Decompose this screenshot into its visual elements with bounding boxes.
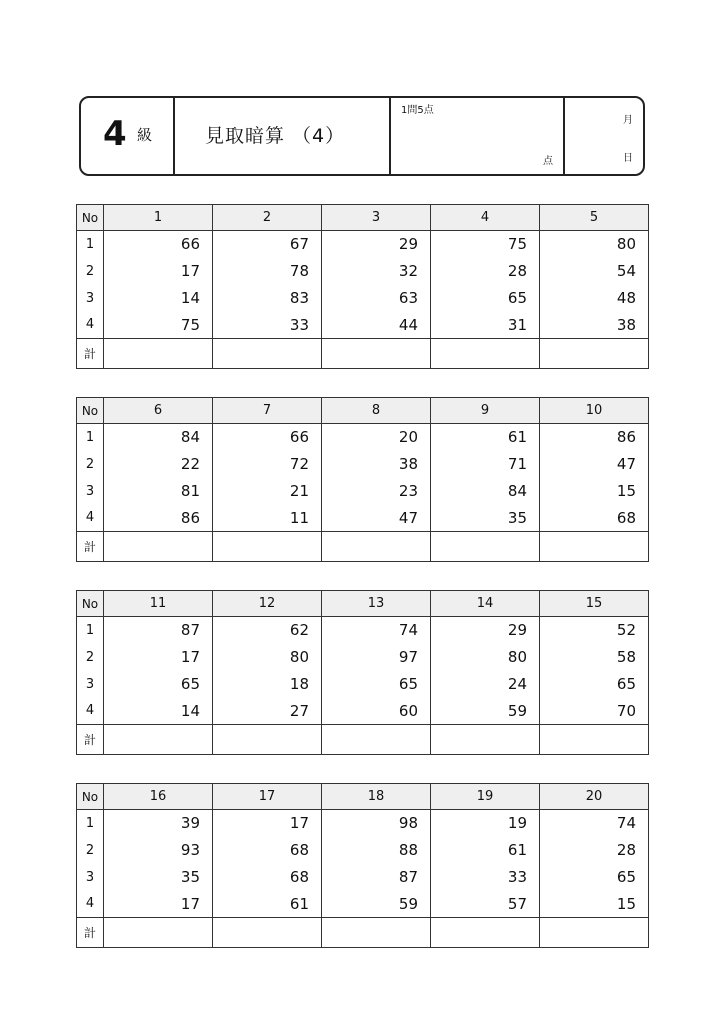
total-label: 計 bbox=[77, 725, 104, 755]
addend-cell: 65 bbox=[104, 671, 213, 698]
answer-cell[interactable] bbox=[104, 532, 213, 562]
total-label: 計 bbox=[77, 532, 104, 562]
addend-cell: 35 bbox=[431, 505, 540, 532]
addend-cell: 61 bbox=[431, 837, 540, 864]
addend-cell: 21 bbox=[213, 478, 322, 505]
addend-cell: 38 bbox=[540, 312, 649, 339]
line-number: 4 bbox=[77, 505, 104, 532]
answer-cell[interactable] bbox=[213, 725, 322, 755]
addend-cell: 15 bbox=[540, 891, 649, 918]
addend-cell: 67 bbox=[213, 231, 322, 258]
addend-cell: 44 bbox=[322, 312, 431, 339]
addend-cell: 33 bbox=[431, 864, 540, 891]
problem-table bbox=[76, 590, 649, 755]
title-box bbox=[175, 98, 391, 174]
problem-table bbox=[76, 397, 649, 562]
line-number: 1 bbox=[77, 424, 104, 451]
score-note: 1問5点 bbox=[401, 105, 434, 116]
addend-cell: 63 bbox=[322, 285, 431, 312]
addend-cell: 57 bbox=[431, 891, 540, 918]
answer-cell[interactable] bbox=[540, 725, 649, 755]
no-header: No bbox=[77, 398, 104, 424]
line-number: 3 bbox=[77, 864, 104, 891]
problem-number-header: 19 bbox=[431, 784, 540, 810]
problem-number-header: 10 bbox=[540, 398, 649, 424]
addend-cell: 68 bbox=[540, 505, 649, 532]
problem-number-header: 11 bbox=[104, 591, 213, 617]
addend-cell: 70 bbox=[540, 698, 649, 725]
addend-cell: 32 bbox=[322, 258, 431, 285]
addend-cell: 33 bbox=[213, 312, 322, 339]
table-row bbox=[77, 837, 649, 864]
addend-cell: 62 bbox=[213, 617, 322, 644]
table-row bbox=[77, 231, 649, 258]
total-label: 計 bbox=[77, 339, 104, 369]
addend-cell: 59 bbox=[322, 891, 431, 918]
total-label: 計 bbox=[77, 918, 104, 948]
addend-cell: 72 bbox=[213, 451, 322, 478]
addend-cell: 93 bbox=[104, 837, 213, 864]
addend-cell: 20 bbox=[322, 424, 431, 451]
addend-cell: 29 bbox=[322, 231, 431, 258]
addend-cell: 61 bbox=[213, 891, 322, 918]
addend-cell: 65 bbox=[540, 864, 649, 891]
answer-cell[interactable] bbox=[104, 339, 213, 369]
addend-cell: 22 bbox=[104, 451, 213, 478]
table-row bbox=[77, 891, 649, 918]
addend-cell: 17 bbox=[104, 891, 213, 918]
addend-cell: 97 bbox=[322, 644, 431, 671]
table-row bbox=[77, 810, 649, 837]
problem-number-header: 9 bbox=[431, 398, 540, 424]
answer-cell[interactable] bbox=[213, 339, 322, 369]
answer-cell[interactable] bbox=[431, 532, 540, 562]
addend-cell: 59 bbox=[431, 698, 540, 725]
addend-cell: 18 bbox=[213, 671, 322, 698]
addend-cell: 80 bbox=[540, 231, 649, 258]
answer-cell[interactable] bbox=[213, 918, 322, 948]
problem-number-header: 2 bbox=[213, 205, 322, 231]
problem-number-header: 1 bbox=[104, 205, 213, 231]
grade-box bbox=[81, 98, 175, 174]
addend-cell: 23 bbox=[322, 478, 431, 505]
date-box bbox=[565, 98, 643, 174]
addend-cell: 38 bbox=[322, 451, 431, 478]
addend-cell: 17 bbox=[104, 258, 213, 285]
table-row bbox=[77, 424, 649, 451]
answer-cell[interactable] bbox=[322, 339, 431, 369]
line-number: 1 bbox=[77, 617, 104, 644]
addend-cell: 61 bbox=[431, 424, 540, 451]
line-number: 4 bbox=[77, 698, 104, 725]
line-number: 2 bbox=[77, 837, 104, 864]
line-number: 4 bbox=[77, 891, 104, 918]
addend-cell: 84 bbox=[431, 478, 540, 505]
addend-cell: 83 bbox=[213, 285, 322, 312]
addend-cell: 65 bbox=[540, 671, 649, 698]
total-row bbox=[77, 725, 649, 755]
addend-cell: 24 bbox=[431, 671, 540, 698]
total-row bbox=[77, 339, 649, 369]
addend-cell: 48 bbox=[540, 285, 649, 312]
answer-cell[interactable] bbox=[431, 725, 540, 755]
addend-cell: 11 bbox=[213, 505, 322, 532]
addend-cell: 65 bbox=[431, 285, 540, 312]
problem-number-header: 13 bbox=[322, 591, 431, 617]
problem-number-header: 12 bbox=[213, 591, 322, 617]
score-unit: 点 bbox=[543, 156, 553, 167]
addend-cell: 68 bbox=[213, 837, 322, 864]
addend-cell: 87 bbox=[322, 864, 431, 891]
addend-cell: 66 bbox=[104, 231, 213, 258]
line-number: 2 bbox=[77, 644, 104, 671]
problem-table bbox=[76, 204, 649, 369]
day-label: 日 bbox=[623, 153, 633, 164]
problem-number-header: 3 bbox=[322, 205, 431, 231]
score-box bbox=[391, 98, 565, 174]
line-number: 3 bbox=[77, 671, 104, 698]
table-header-row bbox=[77, 591, 649, 617]
addend-cell: 27 bbox=[213, 698, 322, 725]
table-row bbox=[77, 478, 649, 505]
answer-cell[interactable] bbox=[540, 339, 649, 369]
addend-cell: 15 bbox=[540, 478, 649, 505]
addend-cell: 17 bbox=[213, 810, 322, 837]
problem-number-header: 17 bbox=[213, 784, 322, 810]
answer-cell[interactable] bbox=[431, 918, 540, 948]
addend-cell: 65 bbox=[322, 671, 431, 698]
answer-cell[interactable] bbox=[431, 339, 540, 369]
problem-number-header: 7 bbox=[213, 398, 322, 424]
answer-cell[interactable] bbox=[104, 725, 213, 755]
total-row bbox=[77, 918, 649, 948]
addend-cell: 74 bbox=[322, 617, 431, 644]
addend-cell: 29 bbox=[431, 617, 540, 644]
problem-number-header: 5 bbox=[540, 205, 649, 231]
worksheet-title: 見取暗算 （4） bbox=[205, 125, 346, 147]
addend-cell: 80 bbox=[213, 644, 322, 671]
line-number: 4 bbox=[77, 312, 104, 339]
table-row bbox=[77, 671, 649, 698]
answer-cell[interactable] bbox=[322, 918, 431, 948]
table-header-row bbox=[77, 784, 649, 810]
line-number: 1 bbox=[77, 810, 104, 837]
table-row bbox=[77, 644, 649, 671]
line-number: 3 bbox=[77, 478, 104, 505]
line-number: 1 bbox=[77, 231, 104, 258]
no-header: No bbox=[77, 591, 104, 617]
problem-number-header: 14 bbox=[431, 591, 540, 617]
problem-number-header: 8 bbox=[322, 398, 431, 424]
table-row bbox=[77, 285, 649, 312]
grade-suffix: 級 bbox=[137, 126, 153, 144]
addend-cell: 47 bbox=[322, 505, 431, 532]
table-row bbox=[77, 505, 649, 532]
answer-cell[interactable] bbox=[213, 532, 322, 562]
table-row bbox=[77, 312, 649, 339]
addend-cell: 31 bbox=[431, 312, 540, 339]
table-row bbox=[77, 451, 649, 478]
line-number: 2 bbox=[77, 451, 104, 478]
addend-cell: 35 bbox=[104, 864, 213, 891]
line-number: 2 bbox=[77, 258, 104, 285]
problem-number-header: 15 bbox=[540, 591, 649, 617]
addend-cell: 54 bbox=[540, 258, 649, 285]
addend-cell: 39 bbox=[104, 810, 213, 837]
worksheet-header bbox=[79, 96, 645, 176]
addend-cell: 68 bbox=[213, 864, 322, 891]
table-row bbox=[77, 258, 649, 285]
answer-cell[interactable] bbox=[322, 532, 431, 562]
grade-number: 4 bbox=[103, 114, 127, 154]
problem-number-header: 20 bbox=[540, 784, 649, 810]
addend-cell: 84 bbox=[104, 424, 213, 451]
addend-cell: 88 bbox=[322, 837, 431, 864]
addend-cell: 80 bbox=[431, 644, 540, 671]
addend-cell: 28 bbox=[540, 837, 649, 864]
addend-cell: 74 bbox=[540, 810, 649, 837]
addend-cell: 86 bbox=[540, 424, 649, 451]
answer-cell[interactable] bbox=[104, 918, 213, 948]
addend-cell: 14 bbox=[104, 285, 213, 312]
addend-cell: 86 bbox=[104, 505, 213, 532]
addend-cell: 19 bbox=[431, 810, 540, 837]
no-header: No bbox=[77, 205, 104, 231]
addend-cell: 17 bbox=[104, 644, 213, 671]
addend-cell: 28 bbox=[431, 258, 540, 285]
problem-number-header: 18 bbox=[322, 784, 431, 810]
addend-cell: 58 bbox=[540, 644, 649, 671]
month-label: 月 bbox=[623, 115, 633, 126]
addend-cell: 75 bbox=[104, 312, 213, 339]
total-row bbox=[77, 532, 649, 562]
addend-cell: 52 bbox=[540, 617, 649, 644]
addend-cell: 75 bbox=[431, 231, 540, 258]
table-header-row bbox=[77, 205, 649, 231]
table-row bbox=[77, 617, 649, 644]
addend-cell: 14 bbox=[104, 698, 213, 725]
answer-cell[interactable] bbox=[540, 532, 649, 562]
addend-cell: 47 bbox=[540, 451, 649, 478]
answer-cell[interactable] bbox=[540, 918, 649, 948]
problem-number-header: 6 bbox=[104, 398, 213, 424]
problem-table bbox=[76, 783, 649, 948]
addend-cell: 71 bbox=[431, 451, 540, 478]
addend-cell: 81 bbox=[104, 478, 213, 505]
table-row bbox=[77, 698, 649, 725]
table-header-row bbox=[77, 398, 649, 424]
addend-cell: 60 bbox=[322, 698, 431, 725]
table-row bbox=[77, 864, 649, 891]
addend-cell: 66 bbox=[213, 424, 322, 451]
line-number: 3 bbox=[77, 285, 104, 312]
addend-cell: 98 bbox=[322, 810, 431, 837]
addend-cell: 78 bbox=[213, 258, 322, 285]
problem-number-header: 4 bbox=[431, 205, 540, 231]
no-header: No bbox=[77, 784, 104, 810]
answer-cell[interactable] bbox=[322, 725, 431, 755]
problem-number-header: 16 bbox=[104, 784, 213, 810]
addend-cell: 87 bbox=[104, 617, 213, 644]
